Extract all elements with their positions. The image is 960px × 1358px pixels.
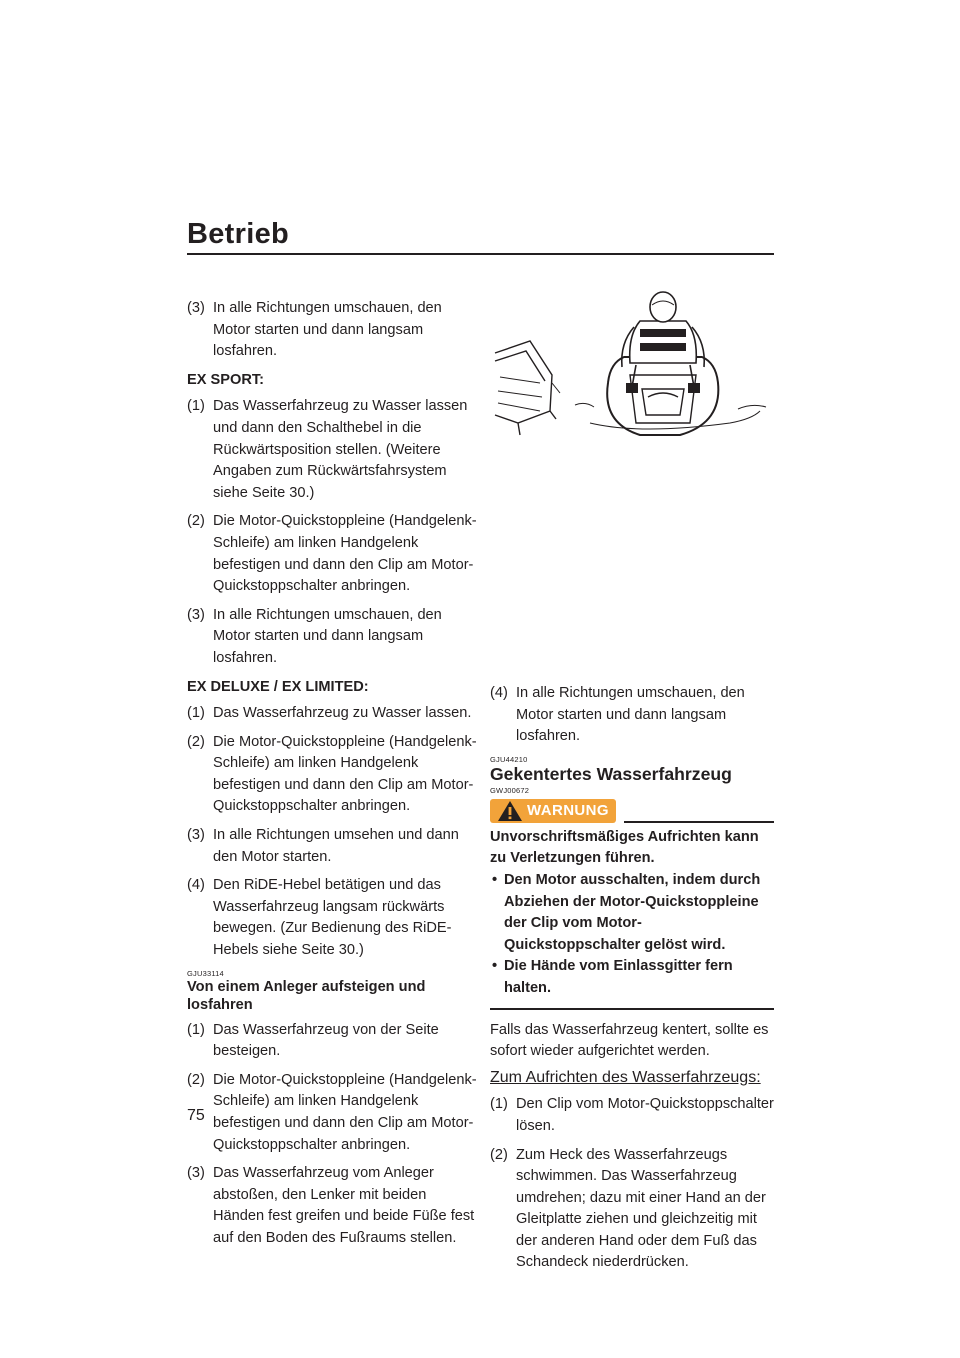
step-text: Zum Heck des Wasserfahrzeugs schwimmen. Das Wasserfahrzeug umdrehen; dazu mit einer Hand an der Gleitplatte ziehen und gleichzeitig mit der anderen Hand oder dem Fuß das Schandeck niederdrücken.	[516, 1146, 766, 1271]
warning-rule	[624, 821, 774, 823]
list-item	[490, 1094, 774, 1137]
step-text: Das Wasserfahrzeug zu Wasser lassen.	[213, 705, 472, 722]
list-item	[187, 396, 477, 504]
rider-head	[650, 292, 676, 322]
section-code: GJU44210	[490, 754, 528, 764]
step-number: (2)	[490, 1146, 508, 1163]
step-number: (4)	[187, 877, 205, 894]
warning-triangle-icon	[497, 800, 523, 822]
warning-code: GWJ00672	[490, 785, 530, 795]
bullet-text: Den Motor ausschalten, indem durch Abziehen der Motor-Quickstoppleine der Clip vom Motor-Quickstoppschalter gelöst wird.	[504, 871, 761, 953]
step-number: (1)	[187, 398, 205, 415]
step-number: (2)	[187, 513, 205, 530]
page-number: 75	[187, 1107, 205, 1124]
step-text: In alle Richtungen umsehen und dann den Motor starten.	[213, 827, 459, 865]
list-item	[187, 703, 477, 725]
step-text: In alle Richtungen umschauen, den Motor starten und dann langsam losfahren.	[516, 685, 745, 745]
bullet-text: Die Hände vom Einlassgitter fern halten.	[504, 958, 733, 996]
warning-badge	[490, 799, 616, 823]
page-title: Betrieb	[187, 218, 290, 250]
rider-torso	[630, 321, 697, 363]
step-number: (2)	[187, 1071, 205, 1088]
step-text: Den RiDE-Hebel betätigen und das Wasserfahrzeug langsam rückwärts bewegen. (Zur Bedienung des RiDE-Hebels siehe Seite 30.)	[213, 877, 452, 959]
list-item	[490, 683, 774, 748]
step-text: Die Motor-Quickstoppleine (Handgelenk-Schleife) am linken Handgelenk befestigen und dann den Clip am Motor-Quickstoppschalter anbringen.	[213, 513, 477, 595]
list-item	[187, 732, 477, 818]
warning-bullet	[490, 956, 774, 999]
section-code: GJU33114	[187, 968, 224, 978]
list-item	[187, 1070, 477, 1156]
step-text: In alle Richtungen umschauen, den Motor starten und dann langsam losfahren.	[213, 300, 442, 360]
step-number: (3)	[187, 606, 205, 623]
warning-label: WARNUNG	[527, 801, 609, 819]
step-number: (3)	[187, 300, 205, 316]
list-item	[187, 1163, 477, 1249]
list-item	[187, 875, 477, 961]
step-number: (3)	[187, 827, 205, 844]
step-number: (4)	[490, 685, 508, 701]
step-text: Den Clip vom Motor-Quickstoppschalter lösen.	[516, 1096, 774, 1134]
left-column	[187, 298, 477, 1257]
list-item	[187, 511, 477, 597]
section-heading-ex-sport: EX SPORT:	[187, 371, 265, 388]
list-item	[187, 298, 477, 363]
list-item	[490, 1145, 774, 1275]
step-text: Das Wasserfahrzeug von der Seite besteigen.	[213, 1021, 439, 1060]
section-title: Gekentertes Wasserfahrzeug	[490, 763, 732, 784]
section-heading-anleger: Von einem Anleger aufsteigen und losfahren	[187, 978, 426, 1013]
list-item	[187, 605, 477, 670]
bullet-icon: •	[492, 958, 498, 975]
dock-shape	[495, 341, 552, 423]
subsection-heading: Zum Aufrichten des Wasserfahrzeugs:	[490, 1068, 761, 1086]
warning-bullet	[490, 870, 774, 956]
bullet-icon: •	[492, 871, 498, 888]
right-column	[490, 683, 774, 1281]
warning-end-rule	[490, 1008, 774, 1010]
list-item	[187, 1020, 477, 1063]
step-text: Das Wasserfahrzeug zu Wasser lassen und dann den Schalthebel in die Rückwärtsposition stellen. (Weitere Angaben zum Rückwärtsfahrsystem siehe Seite 30.)	[213, 398, 468, 501]
step-text: Die Motor-Quickstoppleine (Handgelenk-Schleife) am linken Handgelenk befestigen und dann den Clip am Motor-Quickstoppschalter anbringen.	[213, 1071, 477, 1153]
step-number: (1)	[490, 1096, 508, 1113]
step-text: Die Motor-Quickstoppleine (Handgelenk-Schleife) am linken Handgelenk befestigen und dann den Clip am Motor-Quickstoppschalter anbringen.	[213, 733, 477, 815]
step-text: Das Wasserfahrzeug vom Anleger abstoßen, den Lenker mit beiden Händen fest greifen und beide Füße fest auf den Boden des Fußraums stellen.	[213, 1165, 475, 1246]
header-rule	[187, 253, 774, 255]
warning-header	[490, 799, 774, 823]
step-number: (2)	[187, 733, 205, 750]
list-item	[187, 825, 477, 868]
watercraft-rider-illustration	[490, 283, 774, 443]
step-text: In alle Richtungen umschauen, den Motor starten und dann langsam losfahren.	[213, 606, 442, 666]
warning-text: Unvorschriftsmäßiges Aufrichten kann zu Verletzungen führen.	[490, 828, 759, 867]
warning-body	[490, 827, 774, 1000]
step-number: (1)	[187, 1021, 205, 1038]
step-number: (3)	[187, 1165, 205, 1182]
step-number: (1)	[187, 705, 205, 722]
section-heading-ex-deluxe: EX DELUXE / EX LIMITED:	[187, 678, 369, 695]
paragraph: Falls das Wasserfahrzeug kentert, sollte es sofort wieder aufgerichtet werden.	[490, 1021, 769, 1060]
